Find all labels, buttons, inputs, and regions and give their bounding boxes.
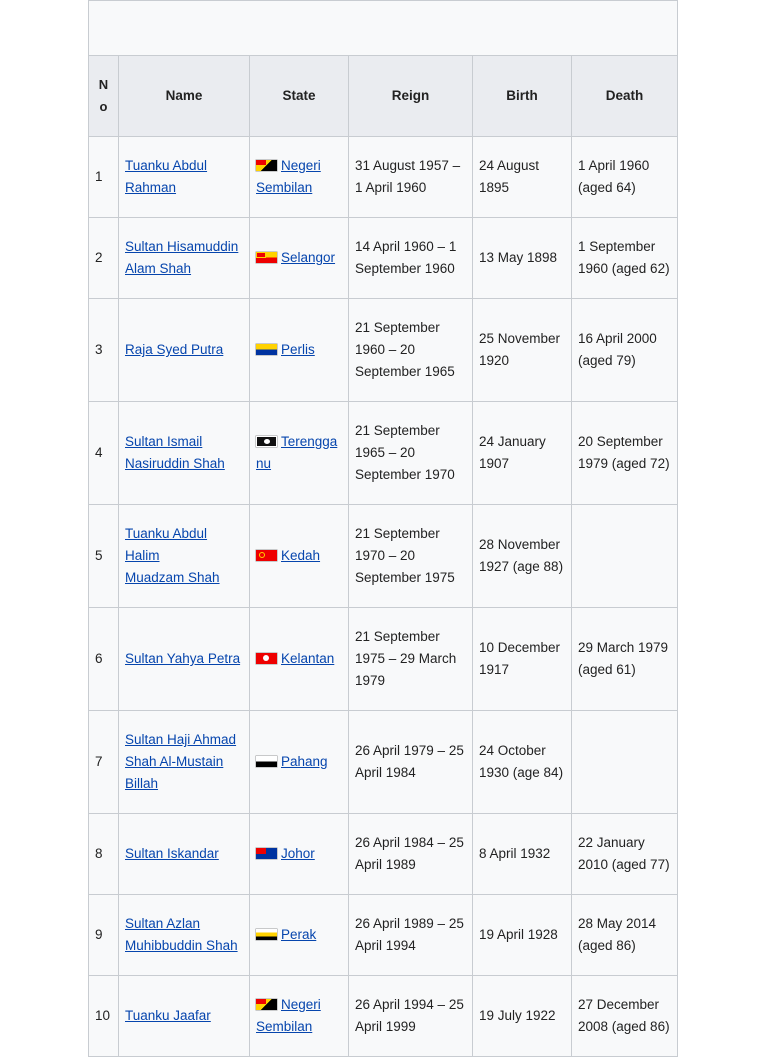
rulers-table-container (88, 0, 677, 1057)
ruler-name-link[interactable]: Raja Syed Putra (125, 342, 224, 357)
reign-cell: 14 April 1960 – 1 September 1960 (349, 218, 473, 299)
table-row (89, 218, 678, 299)
state-link[interactable]: Kedah (281, 548, 321, 563)
header-reign: Reign (349, 56, 473, 137)
reign-cell: 26 April 1984 – 25 April 1989 (349, 814, 473, 895)
reign-cell: 21 September 1975 – 29 March 1979 (349, 608, 473, 711)
ruler-name-link[interactable]: Sultan Yahya Petra (125, 651, 241, 666)
death-cell (572, 711, 678, 814)
state-link[interactable]: Pahang (281, 754, 328, 769)
birth-cell: 19 April 1928 (473, 895, 572, 976)
row-number: 7 (89, 711, 119, 814)
reign-cell: 26 April 1989 – 25 April 1994 (349, 895, 473, 976)
table-row (89, 137, 678, 218)
header-death: Death (572, 56, 678, 137)
ruler-name-link[interactable]: Sultan Ismail Nasiruddin Shah (125, 434, 225, 471)
table-row (89, 814, 678, 895)
header-no: N o (89, 56, 119, 137)
death-cell: 29 March 1979 (aged 61) (572, 608, 678, 711)
ruler-name-cell (119, 711, 250, 814)
row-number: 4 (89, 402, 119, 505)
ruler-name-link[interactable]: Tuanku Abdul Rahman (125, 158, 208, 195)
ruler-name-cell (119, 137, 250, 218)
table-row (89, 608, 678, 711)
birth-cell: 25 November 1920 (473, 299, 572, 402)
ruler-name-cell (119, 218, 250, 299)
reign-cell: 21 September 1965 – 20 September 1970 (349, 402, 473, 505)
row-number: 2 (89, 218, 119, 299)
caption-row (89, 1, 678, 56)
negeri-sembilan-flag-icon (256, 160, 277, 171)
selangor-flag-icon (256, 252, 277, 263)
state-cell (250, 299, 349, 402)
reign-cell: 21 September 1960 – 20 September 1965 (349, 299, 473, 402)
state-cell (250, 895, 349, 976)
row-number: 6 (89, 608, 119, 711)
state-cell (250, 218, 349, 299)
state-link[interactable]: Johor (281, 846, 315, 861)
death-cell: 28 May 2014 (aged 86) (572, 895, 678, 976)
header-name: Name (119, 56, 250, 137)
row-number: 1 (89, 137, 119, 218)
table-caption (89, 1, 678, 56)
row-number: 5 (89, 505, 119, 608)
ruler-name-link[interactable]: Sultan Hisamuddin Alam Shah (125, 239, 239, 276)
johor-flag-icon (256, 848, 277, 859)
ruler-name-link[interactable]: Sultan Iskandar (125, 846, 219, 861)
pahang-flag-icon (256, 756, 277, 767)
ruler-name-link[interactable]: Sultan Haji Ahmad Shah Al-Mustain Billah (125, 732, 237, 791)
ruler-name-link[interactable]: Sultan Azlan Muhibbuddin Shah (125, 916, 238, 953)
death-cell: 20 September 1979 (aged 72) (572, 402, 678, 505)
ruler-name-cell (119, 895, 250, 976)
reign-cell: 26 April 1994 – 25 April 1999 (349, 976, 473, 1057)
header-state: State (250, 56, 349, 137)
death-cell: 22 January 2010 (aged 77) (572, 814, 678, 895)
birth-cell: 8 April 1932 (473, 814, 572, 895)
birth-cell: 19 July 1922 (473, 976, 572, 1057)
table-row (89, 976, 678, 1057)
state-cell (250, 402, 349, 505)
state-link[interactable]: Perlis (281, 342, 315, 357)
birth-cell: 28 November 1927 (age 88) (473, 505, 572, 608)
state-link[interactable]: Negeri Sembilan (256, 997, 321, 1034)
death-cell: 1 September 1960 (aged 62) (572, 218, 678, 299)
ruler-name-cell (119, 976, 250, 1057)
table-row (89, 505, 678, 608)
ruler-name-link[interactable]: Tuanku Jaafar (125, 1008, 211, 1023)
reign-cell: 31 August 1957 – 1 April 1960 (349, 137, 473, 218)
death-cell (572, 505, 678, 608)
state-link[interactable]: Terengga nu (256, 434, 338, 471)
birth-cell: 24 August 1895 (473, 137, 572, 218)
table-row (89, 711, 678, 814)
negeri-sembilan-flag-icon (256, 999, 277, 1010)
header-row (89, 56, 678, 137)
death-cell: 1 April 1960 (aged 64) (572, 137, 678, 218)
ruler-name-cell (119, 814, 250, 895)
row-number: 8 (89, 814, 119, 895)
birth-cell: 10 December 1917 (473, 608, 572, 711)
state-cell (250, 505, 349, 608)
birth-cell: 13 May 1898 (473, 218, 572, 299)
state-link[interactable]: Selangor (281, 250, 336, 265)
death-cell: 16 April 2000 (aged 79) (572, 299, 678, 402)
table-row (89, 895, 678, 976)
table-row (89, 402, 678, 505)
state-link[interactable]: Kelantan (281, 651, 335, 666)
row-number: 3 (89, 299, 119, 402)
table-row (89, 299, 678, 402)
birth-cell: 24 January 1907 (473, 402, 572, 505)
ruler-name-link[interactable]: Tuanku Abdul Halim Muadzam Shah (125, 526, 220, 585)
state-cell (250, 814, 349, 895)
table-body (89, 137, 678, 1057)
header-birth: Birth (473, 56, 572, 137)
ruler-name-cell (119, 608, 250, 711)
state-cell (250, 976, 349, 1057)
ruler-name-cell (119, 505, 250, 608)
state-link[interactable]: Perak (281, 927, 317, 942)
state-cell (250, 137, 349, 218)
row-number: 9 (89, 895, 119, 976)
state-link[interactable]: Negeri Sembilan (256, 158, 321, 195)
rulers-table (88, 0, 678, 1057)
kelantan-flag-icon (256, 653, 277, 664)
ruler-name-cell (119, 299, 250, 402)
reign-cell: 21 September 1970 – 20 September 1975 (349, 505, 473, 608)
row-number: 10 (89, 976, 119, 1057)
death-cell: 27 December 2008 (aged 86) (572, 976, 678, 1057)
state-cell (250, 608, 349, 711)
perlis-flag-icon (256, 344, 277, 355)
terengganu-flag-icon (256, 436, 277, 447)
state-cell (250, 711, 349, 814)
perak-flag-icon (256, 929, 277, 940)
reign-cell: 26 April 1979 – 25 April 1984 (349, 711, 473, 814)
kedah-flag-icon (256, 550, 277, 561)
ruler-name-cell (119, 402, 250, 505)
birth-cell: 24 October 1930 (age 84) (473, 711, 572, 814)
